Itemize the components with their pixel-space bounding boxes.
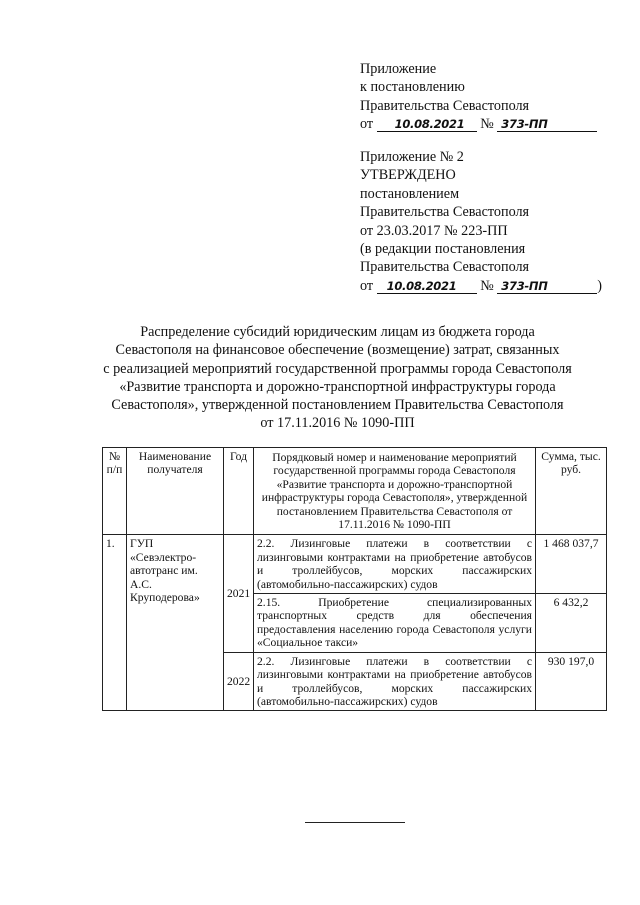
subsidy-table [102,447,607,711]
approval-date-line [360,277,602,295]
from-label: от [360,116,374,133]
appendix-line: Приложение [360,61,437,77]
title-line: Распределение субсидий юридическим лицам из бюджета города [140,324,535,340]
row-amount: 930 197,0 [536,652,607,711]
number-label: № [480,116,494,133]
approval-line: Правительства Севастополя [360,259,530,276]
title-line: с реализацией мероприятий государственной программы города Севастополя [103,360,572,377]
handwritten-date: 10.08.2021 [394,117,465,132]
approval-line: (в редакции постановления [360,241,526,258]
approval-line: Приложение № 2 [360,149,464,165]
title-line: от 17.11.2016 № 1090-ПП [260,415,415,432]
row-measure: 2.2. Лизинговые платежи в соответствии с лизинговыми контрактами на приобретение автобусов и троллейбусов, морских пассажирских (автомобильно-пассажирских) судов [254,652,536,711]
header-measure: Порядковый номер и наименование мероприятий государственной программы города Севастополя «Развитие транспорта и дорожно-транспортной инфраструктуры города Севастополя», утвержденной постановлением Правительства Севастополя от 17.11.2016 № 1090-ПП [254,448,536,535]
row-measure: 2.15. Приобретение специализированных транспортных средств для обеспечения предоставления населению города Севастополя услуги «Социальное такси» [254,594,536,653]
row-year-2022: 2022 [224,652,254,711]
number-field [497,117,597,132]
row-num: 1. [103,535,127,711]
header-amount: Сумма, тыс. руб. [536,448,607,535]
appendix-line: Правительства Севастополя [360,97,530,114]
approval-line: от 23.03.2017 № 223-ПП [360,222,508,239]
number-label: № [480,277,494,294]
row-year-2021: 2021 [224,535,254,652]
approval-line: УТВЕРЖДЕНО [360,167,456,184]
approval-line: постановлением [360,185,460,202]
row-amount: 1 468 037,7 [536,535,607,594]
from-label: от [360,277,374,294]
row-amount: 6 432,2 [536,594,607,653]
approval-line: Правительства Севастополя [360,204,530,221]
appendix-block [360,60,597,134]
row-recipient: ГУП «Севэлектро-автотранс им. А.С. Круподерова» [127,535,224,711]
footer-divider [305,822,405,823]
closing-paren: ) [597,277,603,294]
approval-block [360,148,602,295]
number-field [497,279,597,294]
title-line: «Развитие транспорта и дорожно-транспортной инфраструктуры города [119,378,556,395]
table-row [103,535,607,594]
appendix-date-line [360,115,597,133]
appendix-line: к постановлению [360,79,465,96]
table-header-row [103,448,607,535]
handwritten-date: 10.08.2021 [386,278,457,293]
title-line: Севастополя», утвержденной постановлением Правительства Севастополя [111,397,564,414]
row-measure: 2.2. Лизинговые платежи в соответствии с лизинговыми контрактами на приобретение автобусов и троллейбусов, морских пассажирских (автомобильно-пассажирских) судов [254,535,536,594]
handwritten-number: 373-ПП [501,278,548,293]
handwritten-number: 373-ПП [501,117,548,132]
date-field [377,279,477,294]
title-line: Севастополя на финансовое обеспечение (возмещение) затрат, связанных [115,342,560,359]
date-field [377,117,477,132]
document-title [100,323,575,433]
header-year: Год [224,448,254,535]
header-recipient: Наименование получателя [127,448,224,535]
header-num: № п/п [103,448,127,535]
